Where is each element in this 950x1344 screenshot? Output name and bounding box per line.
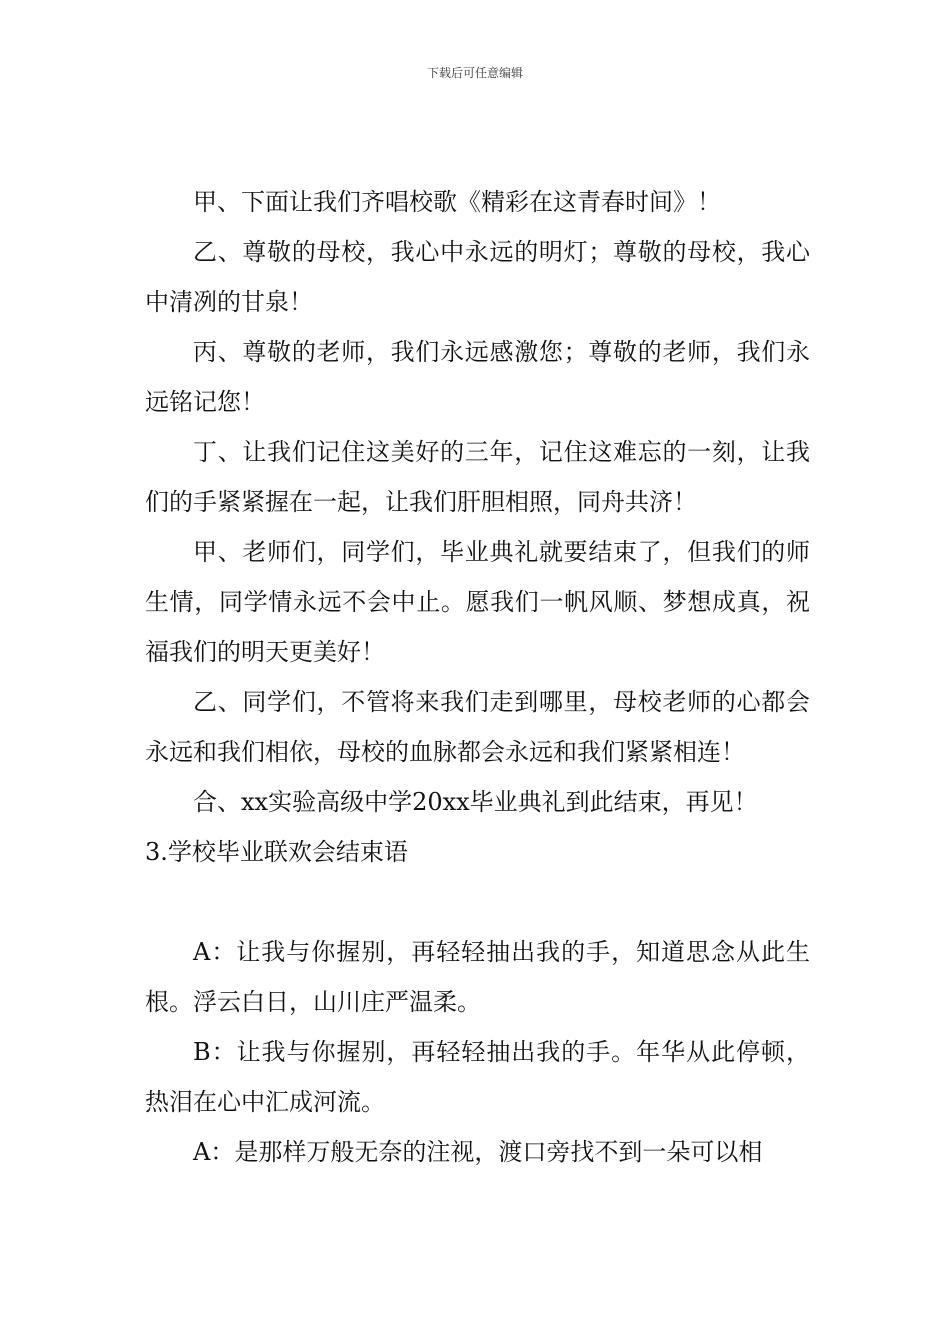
paragraph: 乙、同学们，不管将来我们走到哪里，母校老师的心都会永远和我们相依，母校的血脉都会永远和我们紧紧相连！ <box>145 688 810 766</box>
paragraph: A：是那样万般无奈的注视，渡口旁找不到一朵可以相 <box>193 1138 763 1166</box>
paragraph: 丁、让我们记住这美好的三年，记住这难忘的一刻，让我们的手紧紧握在一起，让我们肝胆相照，同舟共济！ <box>145 438 810 516</box>
paragraph: B：让我与你握别，再轻轻抽出我的手。年华从此停顿，热泪在心中汇成河流。 <box>145 1038 810 1116</box>
paragraph: A：让我与你握别，再轻轻抽出我的手，知道思念从此生根。浮云白日，山川庄严温柔。 <box>145 938 810 1016</box>
page-header-note: 下载后可任意编辑 <box>426 66 523 80</box>
document-body <box>145 177 810 1177</box>
blank-line <box>145 877 810 927</box>
paragraph: 甲、老师们，同学们，毕业典礼就要结束了，但我们的师生情，同学情永远不会中止。愿我们一帆风顺、梦想成真，祝福我们的明天更美好！ <box>145 538 810 666</box>
paragraph: 合、xx实验高级中学20xx毕业典礼到此结束，再见！ <box>193 788 758 816</box>
paragraph: 丙、尊敬的老师，我们永远感激您；尊敬的老师，我们永远铭记您！ <box>145 338 810 416</box>
paragraph: 乙、尊敬的母校，我心中永远的明灯；尊敬的母校，我心中清冽的甘泉！ <box>145 238 810 316</box>
paragraph: 甲、下面让我们齐唱校歌《精彩在这青春时间》！ <box>193 188 721 216</box>
section-heading: 3.学校毕业联欢会结束语 <box>145 838 408 866</box>
